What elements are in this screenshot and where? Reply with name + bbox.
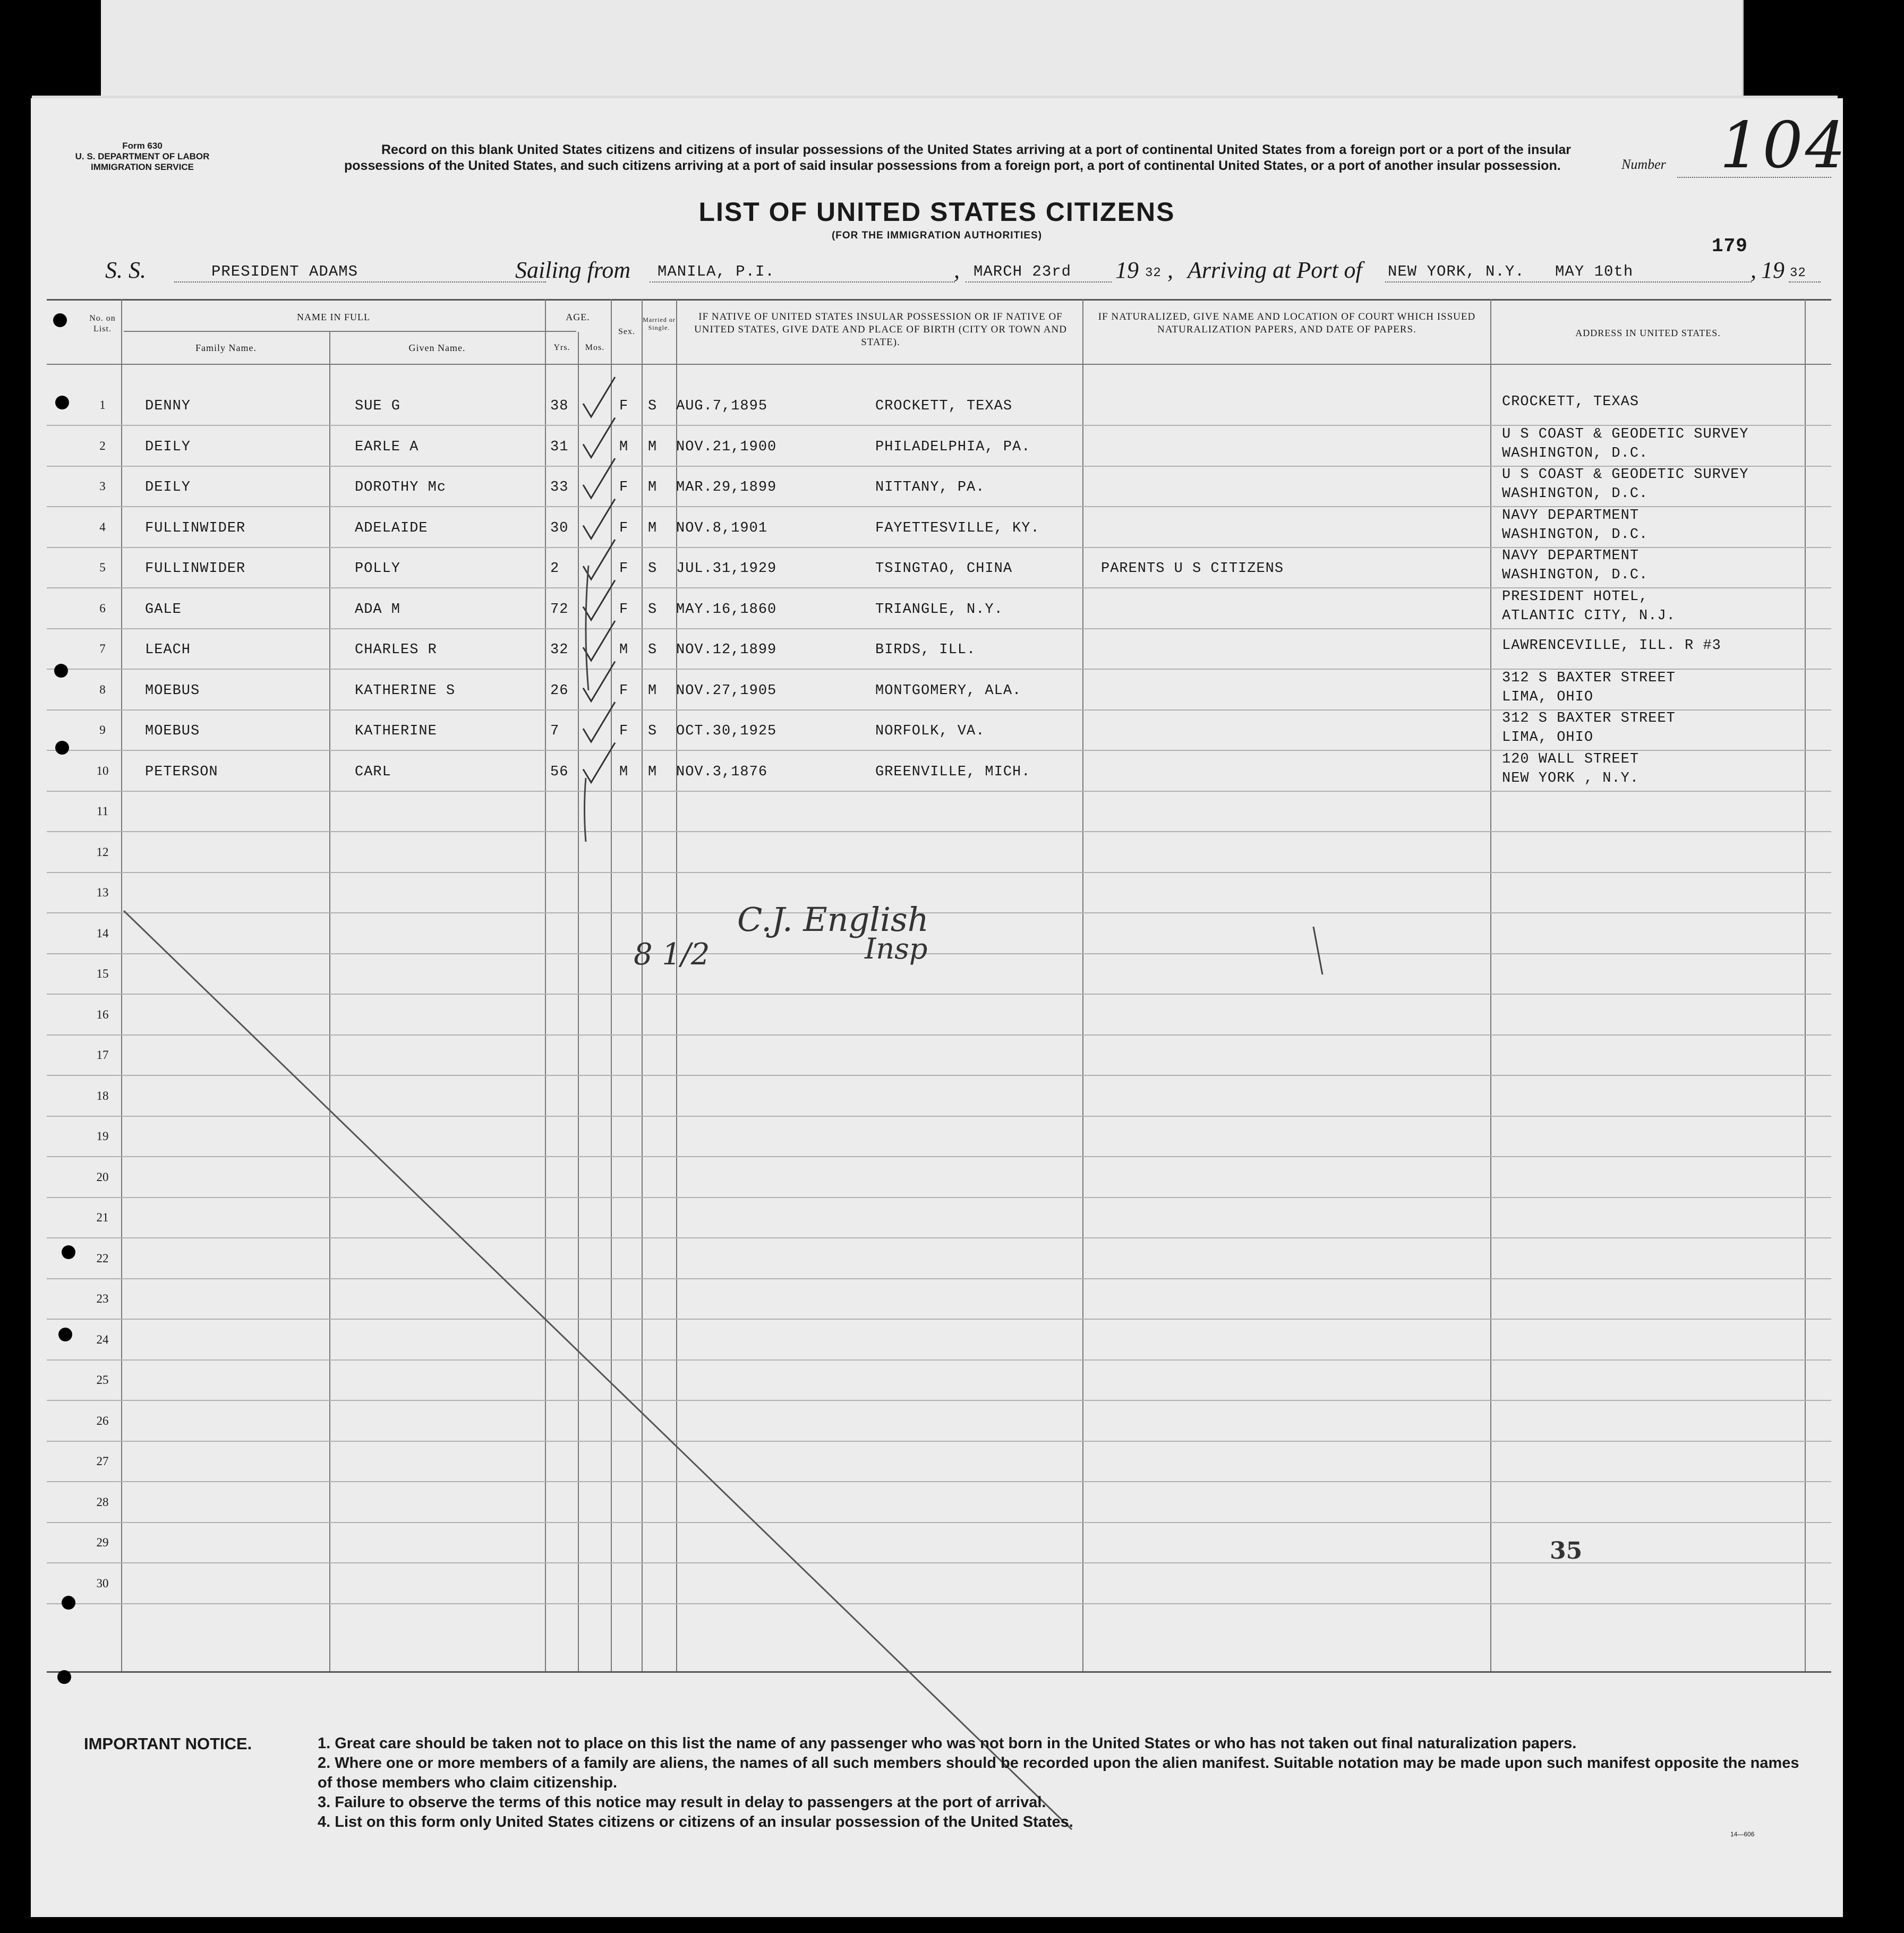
arrive-date: MAY 10th bbox=[1555, 263, 1634, 280]
birth-date: NOV.3,1876 bbox=[676, 764, 768, 780]
col-header-married: Married or Single. bbox=[643, 316, 676, 331]
ss-label: S. S. bbox=[105, 257, 146, 283]
age-brace bbox=[586, 566, 588, 690]
age-years: 56 bbox=[550, 764, 569, 780]
col-header-mos: Mos. bbox=[585, 343, 605, 352]
row-number: 25 bbox=[96, 1373, 109, 1387]
row-number: 4 bbox=[99, 520, 106, 534]
page-stamp: 179 bbox=[1712, 235, 1748, 257]
address-line-1: NAVY DEPARTMENT bbox=[1502, 507, 1640, 524]
number-value: 104 bbox=[1720, 109, 1848, 183]
page-title: LIST OF UNITED STATES CITIZENS bbox=[698, 197, 1175, 227]
sailing-label: Sailing from bbox=[515, 257, 631, 283]
family-name: DENNY bbox=[145, 398, 191, 414]
address-line-2: WASHINGTON, D.C. bbox=[1502, 567, 1649, 583]
cancellation-line bbox=[124, 911, 1072, 1829]
birth-date: NOV.21,1900 bbox=[676, 439, 777, 455]
col-header-family: Family Name. bbox=[195, 343, 257, 353]
manifest-page bbox=[31, 98, 1848, 1917]
row-number: 17 bbox=[96, 1048, 109, 1062]
col-header-yrs: Yrs. bbox=[553, 343, 570, 352]
family-name: LEACH bbox=[145, 642, 191, 658]
address-line-2: LIMA, OHIO bbox=[1502, 730, 1594, 746]
handwritten-fraction: 8 1/2 bbox=[634, 937, 710, 972]
birth-date: NOV.8,1901 bbox=[676, 520, 768, 536]
sex: M bbox=[619, 642, 629, 658]
given-name: SUE G bbox=[355, 398, 401, 414]
age-years: 33 bbox=[550, 480, 569, 495]
marital-status: S bbox=[648, 642, 658, 658]
arriving-label: Arriving at Port of bbox=[1188, 257, 1362, 283]
row-number: 18 bbox=[96, 1089, 109, 1102]
marital-status: M bbox=[648, 520, 658, 536]
handwritten-mark: 35 bbox=[1550, 1537, 1583, 1564]
sex: F bbox=[619, 601, 629, 618]
address-line-1: 312 S BAXTER STREET bbox=[1502, 670, 1676, 686]
given-name: ADA M bbox=[355, 601, 401, 618]
page-subtitle: (FOR THE IMMIGRATION AUTHORITIES) bbox=[831, 230, 1043, 241]
form-number: Form 630 bbox=[122, 141, 163, 151]
row-number: 12 bbox=[96, 845, 109, 859]
given-name: KATHERINE bbox=[355, 723, 437, 739]
row-number: 6 bbox=[99, 601, 106, 615]
marital-status: M bbox=[648, 764, 658, 780]
row-number: 27 bbox=[96, 1455, 109, 1468]
notice-item-1: 1. Great care should be taken not to place on this list the name of any passenger who was not born in the United States or who has not taken out final naturalization papers. bbox=[318, 1735, 1577, 1752]
sex: M bbox=[619, 764, 629, 780]
address-line-2: NEW YORK , N.Y. bbox=[1502, 770, 1640, 786]
birth-place: FAYETTESVILLE, KY. bbox=[875, 520, 1040, 536]
comma-3: , bbox=[1751, 257, 1756, 283]
row-number: 29 bbox=[96, 1536, 109, 1549]
given-name: ADELAIDE bbox=[355, 520, 428, 536]
age-years: 32 bbox=[550, 642, 569, 658]
sex: F bbox=[619, 480, 629, 495]
marital-status: M bbox=[648, 682, 658, 699]
sex: F bbox=[619, 561, 629, 577]
family-name: GALE bbox=[145, 601, 182, 618]
comma-1: , bbox=[954, 257, 960, 283]
row-number: 26 bbox=[96, 1414, 109, 1427]
row-number: 13 bbox=[96, 886, 109, 899]
sex: F bbox=[619, 682, 629, 699]
age-years: 7 bbox=[550, 723, 560, 739]
birth-place: TSINGTAO, CHINA bbox=[875, 561, 1013, 577]
punch-hole bbox=[54, 664, 68, 678]
address-line-2: WASHINGTON, D.C. bbox=[1502, 526, 1649, 543]
row-number: 2 bbox=[99, 439, 106, 452]
given-name: DOROTHY Mc bbox=[355, 480, 447, 495]
age-years: 38 bbox=[550, 398, 569, 414]
birth-date: MAR.29,1899 bbox=[676, 480, 777, 495]
col-header-birth: IF NATIVE OF UNITED STATES INSULAR POSSESSION OR IF NATIVE OF UNITED STATES, GIVE DATE AND PLACE OF BIRTH (CITY OR TOWN AND STATE). bbox=[694, 311, 1067, 348]
col-header-given: Given Name. bbox=[408, 343, 466, 353]
row-number: 19 bbox=[96, 1130, 109, 1143]
comma-2: , bbox=[1167, 257, 1173, 283]
age-years: 2 bbox=[550, 561, 560, 577]
address-line-2: ATLANTIC CITY, N.J. bbox=[1502, 608, 1676, 624]
row-number: 1 bbox=[99, 398, 106, 412]
family-name: DEILY bbox=[145, 439, 191, 455]
row-number: 28 bbox=[96, 1495, 109, 1509]
family-name: MOEBUS bbox=[145, 682, 200, 699]
row-number: 15 bbox=[96, 967, 109, 980]
col-header-sex: Sex. bbox=[618, 327, 635, 336]
sex: M bbox=[619, 439, 629, 455]
form-service: IMMIGRATION SERVICE bbox=[91, 162, 194, 172]
given-name: EARLE A bbox=[355, 439, 419, 455]
col-header-address: ADDRESS IN UNITED STATES. bbox=[1575, 328, 1721, 338]
given-name: POLLY bbox=[355, 561, 401, 577]
birth-place: NITTANY, PA. bbox=[875, 480, 985, 495]
col-header-no: No. on List. bbox=[89, 314, 116, 333]
address-line-2: WASHINGTON, D.C. bbox=[1502, 445, 1649, 461]
col-header-age: AGE. bbox=[566, 312, 590, 322]
back-sheet bbox=[101, 0, 1744, 106]
row-number: 30 bbox=[96, 1576, 109, 1590]
arriving-port: NEW YORK, N.Y. bbox=[1388, 263, 1525, 280]
row-number: 10 bbox=[96, 764, 109, 777]
marital-status: M bbox=[648, 439, 658, 455]
arrive-year: 32 bbox=[1790, 266, 1806, 280]
punch-hole bbox=[55, 396, 69, 409]
birth-date: MAY.16,1860 bbox=[676, 601, 777, 618]
birth-date: OCT.30,1925 bbox=[676, 723, 777, 739]
notice-heading: IMPORTANT NOTICE. bbox=[84, 1734, 252, 1753]
punch-hole bbox=[57, 1670, 71, 1684]
address-line-1: 120 WALL STREET bbox=[1502, 751, 1640, 767]
birth-place: NORFOLK, VA. bbox=[875, 723, 985, 739]
birth-place: GREENVILLE, MICH. bbox=[875, 764, 1031, 780]
row-number: 5 bbox=[99, 561, 106, 574]
inspector-signature: C.J. English bbox=[737, 900, 929, 939]
inspector-title: Insp bbox=[865, 932, 928, 965]
birth-date: JUL.31,1929 bbox=[676, 561, 777, 577]
sex: F bbox=[619, 520, 629, 536]
instruction-text: Record on this blank United States citizens and citizens of insular possessions of the United States arriving at a port of continental United States from a foreign port or a port of the insular possessions of the United States, and such citizens arriving at a port of said insular possessions from a foreign port, a port of continental United States, or a port of another insular possession. bbox=[344, 142, 1571, 173]
sail-year-prefix: 19 bbox=[1115, 257, 1139, 283]
punch-hole bbox=[55, 741, 69, 755]
row-number: 3 bbox=[99, 480, 106, 493]
marital-status: S bbox=[648, 561, 658, 577]
row-number: 24 bbox=[96, 1332, 109, 1346]
row-number: 7 bbox=[99, 642, 106, 655]
address-line-1: U S COAST & GEODETIC SURVEY bbox=[1502, 426, 1749, 442]
age-years: 31 bbox=[550, 439, 569, 455]
row-number: 9 bbox=[99, 723, 106, 737]
family-name: MOEBUS bbox=[145, 723, 200, 739]
address-line-1: 312 S BAXTER STREET bbox=[1502, 711, 1676, 726]
sex: F bbox=[619, 723, 629, 739]
address-line-2: LIMA, OHIO bbox=[1502, 689, 1594, 705]
col-header-name-in-full: NAME IN FULL bbox=[297, 312, 370, 322]
col-header-naturalized: IF NATURALIZED, GIVE NAME AND LOCATION OF COURT WHICH ISSUED NATURALIZATION PAPERS, AND DATE OF PAPERS. bbox=[1098, 311, 1476, 335]
number-label: Number bbox=[1621, 157, 1666, 172]
sex: F bbox=[619, 398, 629, 414]
form-code: 14—606 bbox=[1730, 1831, 1755, 1838]
address-line-1: NAVY DEPARTMENT bbox=[1502, 548, 1640, 564]
notice-item-4: 4. List on this form only United States citizens or citizens of an insular possession of the United States. bbox=[318, 1814, 1073, 1831]
birth-place: PHILADELPHIA, PA. bbox=[875, 439, 1031, 455]
handwritten-marks bbox=[31, 98, 1843, 1917]
address-line-1: U S COAST & GEODETIC SURVEY bbox=[1502, 467, 1749, 483]
given-name: CHARLES R bbox=[355, 642, 437, 658]
stray-mark bbox=[1313, 927, 1322, 974]
row-number: 16 bbox=[96, 1007, 109, 1021]
row-number: 8 bbox=[99, 682, 106, 696]
marital-status: M bbox=[648, 480, 658, 495]
family-name: DEILY bbox=[145, 480, 191, 495]
address-line-1: LAWRENCEVILLE, ILL. R #3 bbox=[1502, 638, 1721, 654]
notice-item-2: 2. Where one or more members of a family are aliens, the names of all such members should be recorded upon the alien manifest. Suitable notation may be made upon such manifest opposite the names of those members who claim citizenship. bbox=[318, 1755, 1799, 1791]
marital-status: S bbox=[648, 601, 658, 618]
address-line-2: WASHINGTON, D.C. bbox=[1502, 486, 1649, 502]
row-number: 22 bbox=[96, 1251, 109, 1265]
sailing-from: MANILA, P.I. bbox=[658, 263, 775, 280]
birth-date: NOV.27,1905 bbox=[676, 682, 777, 699]
form-dept: U. S. DEPARTMENT OF LABOR bbox=[75, 151, 210, 161]
punch-hole bbox=[58, 1328, 72, 1341]
address-line-1: PRESIDENT HOTEL, bbox=[1502, 588, 1649, 605]
row-number: 20 bbox=[96, 1170, 109, 1184]
address-line-1: CROCKETT, TEXAS bbox=[1502, 394, 1640, 410]
family-name: PETERSON bbox=[145, 764, 218, 780]
family-name: FULLINWIDER bbox=[145, 561, 246, 577]
punch-hole bbox=[62, 1245, 75, 1259]
naturalization: PARENTS U S CITIZENS bbox=[1101, 561, 1284, 577]
family-name: FULLINWIDER bbox=[145, 520, 246, 536]
birth-date: AUG.7,1895 bbox=[676, 398, 768, 414]
birth-place: BIRDS, ILL. bbox=[875, 642, 976, 658]
birth-date: NOV.12,1899 bbox=[676, 642, 777, 658]
ship-name: PRESIDENT ADAMS bbox=[211, 263, 358, 280]
sail-year: 32 bbox=[1145, 266, 1162, 280]
birth-place: TRIANGLE, N.Y. bbox=[875, 601, 1003, 618]
age-years: 26 bbox=[550, 682, 569, 699]
given-name: CARL bbox=[355, 764, 391, 780]
age-years: 72 bbox=[550, 601, 569, 618]
birth-place: CROCKETT, TEXAS bbox=[875, 398, 1013, 414]
birth-place: MONTGOMERY, ALA. bbox=[875, 682, 1022, 699]
row-number: 23 bbox=[96, 1292, 109, 1305]
age-years: 30 bbox=[550, 520, 569, 536]
row-number: 21 bbox=[96, 1211, 109, 1224]
age-brace-2 bbox=[585, 778, 586, 842]
punch-hole bbox=[62, 1596, 75, 1610]
marital-status: S bbox=[648, 723, 658, 739]
notice-item-3: 3. Failure to observe the terms of this notice may result in delay to passengers at the port of arrival. bbox=[318, 1794, 1046, 1811]
row-number: 14 bbox=[96, 926, 109, 940]
given-name: KATHERINE S bbox=[355, 682, 456, 699]
marital-status: S bbox=[648, 398, 658, 414]
arrive-year-prefix: 19 bbox=[1761, 257, 1785, 283]
punch-hole bbox=[53, 313, 67, 327]
sail-date: MARCH 23rd bbox=[974, 263, 1072, 280]
row-number: 11 bbox=[96, 805, 109, 818]
